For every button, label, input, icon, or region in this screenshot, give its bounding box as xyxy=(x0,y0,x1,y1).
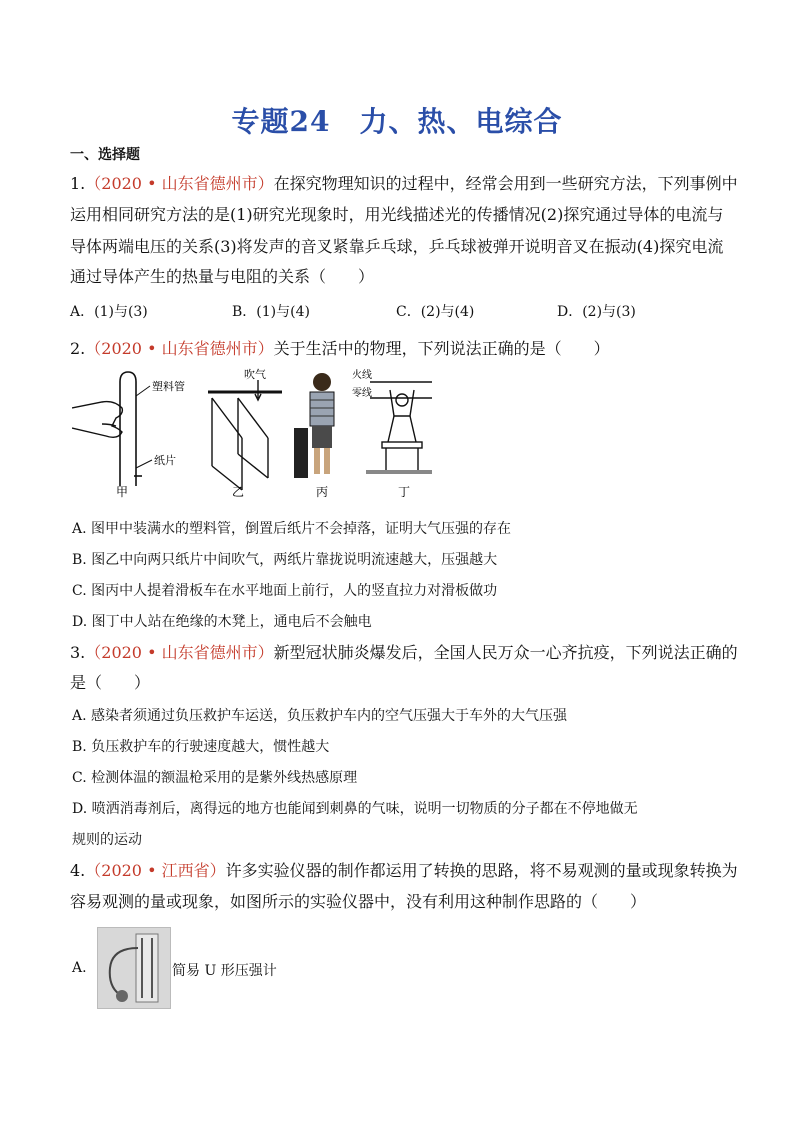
q2-option-b: B. 图乙中向两只纸片中间吹气，两纸片靠拢说明流速越大，压强越大 xyxy=(72,552,498,568)
u-tube-manometer-image xyxy=(97,927,171,1009)
q3-line1 xyxy=(70,643,738,663)
q1-option-d: D．(2)与(3) xyxy=(557,304,636,320)
q1-option-c: C．(2)与(4) xyxy=(396,304,475,320)
q2-option-a: A. 图甲中装满水的塑料管，倒置后纸片不会掉落，证明大气压强的存在 xyxy=(72,521,512,537)
q4-option-a-text: 简易 U 形压强计 xyxy=(172,963,277,979)
label-tube: 塑料管 xyxy=(152,380,185,393)
q3-option-d: D. 喷洒消毒剂后，离得远的地方也能闻到刺鼻的气味，说明一切物质的分子都在不停地做无 xyxy=(72,801,638,817)
figure-bing-person xyxy=(294,373,334,478)
label-zero: 零线 xyxy=(352,388,372,399)
q3-option-b: B. 负压救护车的行驶速度越大，惯性越大 xyxy=(72,739,330,755)
q3-source-tag: （2020 • 山东省德州市） xyxy=(85,643,274,662)
q3-option-d-cont: 规则的运动 xyxy=(72,832,142,848)
figure-jia-tube xyxy=(120,372,142,486)
label-fire: 火线 xyxy=(352,370,372,381)
q4-line2: 容易观测的量或现象，如图所示的实验仪器中，没有利用这种制作思路的（ ） xyxy=(70,892,647,911)
q3-line2: 是（ ） xyxy=(70,673,151,692)
q2-number: 2. xyxy=(70,339,86,358)
section-heading: 一、选择题 xyxy=(70,147,140,163)
q2-line1 xyxy=(70,339,610,359)
label-yi: 乙 xyxy=(232,485,245,498)
q2-stem: 关于生活中的物理，下列说法正确的是（ ） xyxy=(273,339,610,358)
label-blow: 吹气 xyxy=(244,368,266,381)
label-paper: 纸片 xyxy=(154,454,176,467)
q4-option-a-label: A. xyxy=(72,960,87,976)
q1-line2: 运用相同研究方法的是(1)研究光现象时，用光线描述光的传播情况(2)探究通过导体的电流与 xyxy=(70,205,724,224)
q1-number: 1. xyxy=(70,174,86,193)
q1-option-a: A．(1)与(3) xyxy=(70,304,148,320)
q3-option-c: C. 检测体温的额温枪采用的是紫外线热感原理 xyxy=(72,770,358,786)
q2-figure xyxy=(72,368,432,498)
q2-option-c: C. 图丙中人提着滑板车在水平地面上前行，人的竖直拉力对滑板做功 xyxy=(72,583,498,599)
q3-option-a: A. 感染者须通过负压救护车运送，负压救护车内的空气压强大于车外的大气压强 xyxy=(72,708,568,724)
q1-line4: 通过导体产生的热量与电阻的关系（ ） xyxy=(70,267,375,286)
q4-line1 xyxy=(70,861,738,881)
q4-text1: 许多实验仪器的制作都运用了转换的思路，将不易观测的量或现象转换为 xyxy=(225,861,738,880)
q3-text1: 新型冠状肺炎爆发后，全国人民万众一心齐抗疫，下列说法正确的 xyxy=(273,643,738,662)
figure-ding-person xyxy=(366,382,432,472)
q3-number: 3. xyxy=(70,643,86,662)
label-ding: 丁 xyxy=(398,485,411,498)
label-jia: 甲 xyxy=(116,485,129,498)
q2-option-d: D. 图丁中人站在绝缘的木凳上，通电后不会触电 xyxy=(72,614,372,630)
q2-source-tag: （2020 • 山东省德州市） xyxy=(85,339,274,358)
q4-number: 4. xyxy=(70,861,86,880)
q1-text1: 在探究物理知识的过程中，经常会用到一些研究方法，下列事例中 xyxy=(273,174,738,193)
q1-line1 xyxy=(70,174,738,194)
q4-source-tag: （2020 • 江西省） xyxy=(85,861,226,880)
q1-source-tag: （2020 • 山东省德州市） xyxy=(85,174,274,193)
figure-jia-hand xyxy=(72,402,122,438)
q1-line3: 导体两端电压的关系(3)将发声的音叉紧靠乒乓球，乒乓球被弹开说明音叉在振动(4)探究电流 xyxy=(70,237,724,256)
q1-option-b: B．(1)与(4) xyxy=(232,304,310,320)
page-title: 专题24 力、热、电综合 xyxy=(231,105,563,138)
figure-yi-papers xyxy=(208,380,282,490)
label-bing: 丙 xyxy=(316,485,329,498)
